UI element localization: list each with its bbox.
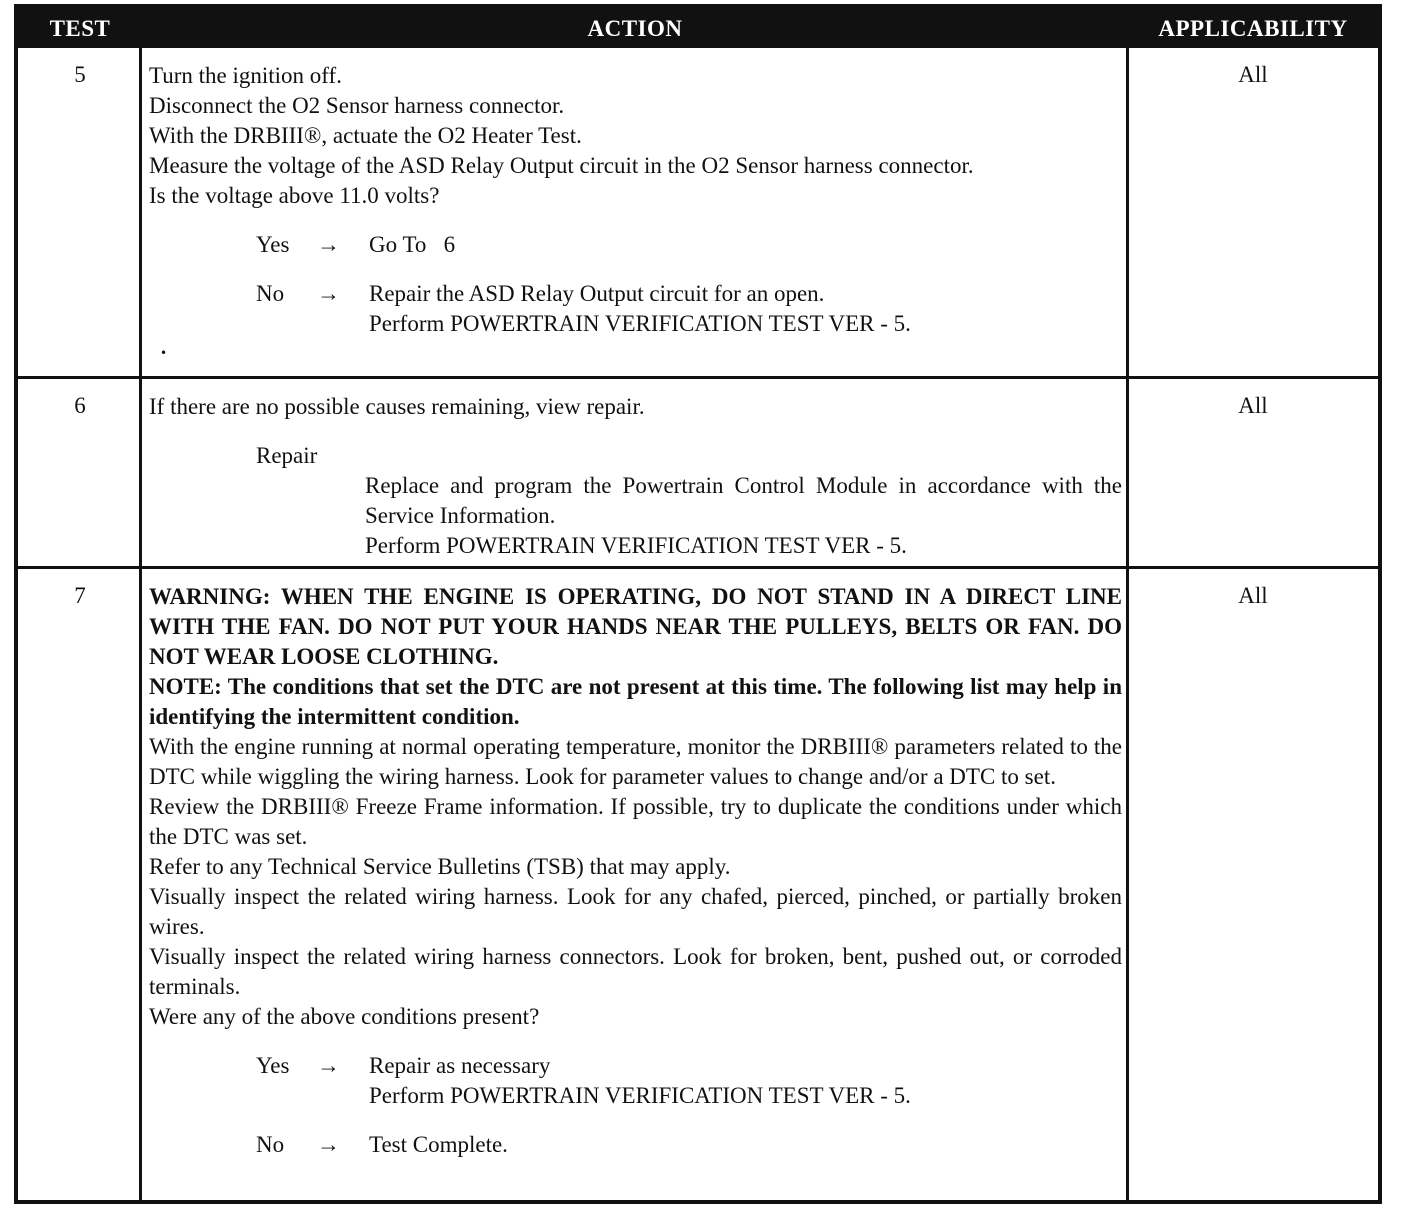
arrow-icon: → [317,1053,340,1078]
repair-label: Repair [256,443,318,468]
header-test: TEST [49,16,111,41]
test-number: 6 [74,393,86,418]
applicability-cell: All [1238,393,1268,418]
question-text: Were any of the above conditions present? [149,1004,540,1029]
step-text: Turn the ignition off. [149,63,342,88]
step-text: With the DRBIII®, actuate the O2 Heater Test. [149,123,582,148]
table-row [18,48,1378,376]
no-label: No [256,281,285,306]
step-text: Measure the voltage of the ASD Relay Output circuit in the O2 Sensor harness connector. [149,153,974,178]
yes-branch [149,1051,1122,1081]
no-result: Test Complete. [369,1132,508,1157]
step-text: Review the DRBIII® Freeze Frame information. If possible, try to duplicate the conditions under which the DTC was set. [149,794,1122,849]
note-text: NOTE: The conditions that set the DTC are not present at this time. The following list may help in identifying the intermittent condition. [149,674,1122,729]
table-row [18,379,1378,566]
yes-result: Repair as necessary [369,1053,551,1078]
diagnostic-test-table [14,4,1382,1204]
applicability-cell: All [1238,62,1268,87]
table-row [18,569,1378,1200]
yes-label: Yes [256,232,290,257]
question-text: Is the voltage above 11.0 volts? [149,183,440,208]
no-label: No [256,1132,285,1157]
table-header [18,8,1378,48]
yes-label: Yes [256,1053,290,1078]
action-cell [149,582,1122,1160]
step-text: Visually inspect the related wiring harness. Look for any chafed, pierced, pinched, or partially broken wires. [149,884,1122,939]
arrow-icon: → [317,281,340,306]
yes-result: Go To 6 [369,232,456,257]
step-text: Refer to any Technical Service Bulletins (TSB) that may apply. [149,854,731,879]
no-result-line2: Perform POWERTRAIN VERIFICATION TEST VER - 5. [369,311,911,336]
no-result: Repair the ASD Relay Output circuit for an open. [369,281,825,306]
step-text: If there are no possible causes remaining, view repair. [149,394,645,419]
repair-text: Replace and program the Powertrain Control Module in accordance with the Service Information. [365,473,1122,528]
header-action: ACTION [587,16,683,41]
applicability-cell: All [1238,583,1268,608]
warning-text: WARNING: WHEN THE ENGINE IS OPERATING, DO NOT STAND IN A DIRECT LINE WITH THE FAN. DO NOT PUT YOUR HANDS NEAR THE PULLEYS, BELTS OR FAN. DO NOT WEAR LOOSE CLOTHING. [149,584,1122,669]
test-number: 5 [74,62,86,87]
yes-result-line2: Perform POWERTRAIN VERIFICATION TEST VER - 5. [369,1083,911,1108]
arrow-icon: → [317,1132,340,1157]
repair-text: Perform POWERTRAIN VERIFICATION TEST VER - 5. [365,533,907,558]
header-applicability: APPLICABILITY [1158,16,1348,41]
no-branch [149,1130,1122,1160]
action-cell [149,392,1122,561]
step-text: Visually inspect the related wiring harness connectors. Look for broken, bent, pushed out, or corroded terminals. [149,944,1122,999]
arrow-icon: → [317,232,340,257]
no-branch [149,279,1122,309]
yes-branch [149,230,1122,260]
step-text: With the engine running at normal operating temperature, monitor the DRBIII® parameters related to the DTC while wiggling the wiring harness. Look for parameter values to change and/or a DTC to set. [149,734,1122,789]
step-text: Disconnect the O2 Sensor harness connector. [149,93,565,118]
speck-mark: • [160,346,168,360]
test-number: 7 [74,583,86,608]
action-cell [149,61,1122,339]
